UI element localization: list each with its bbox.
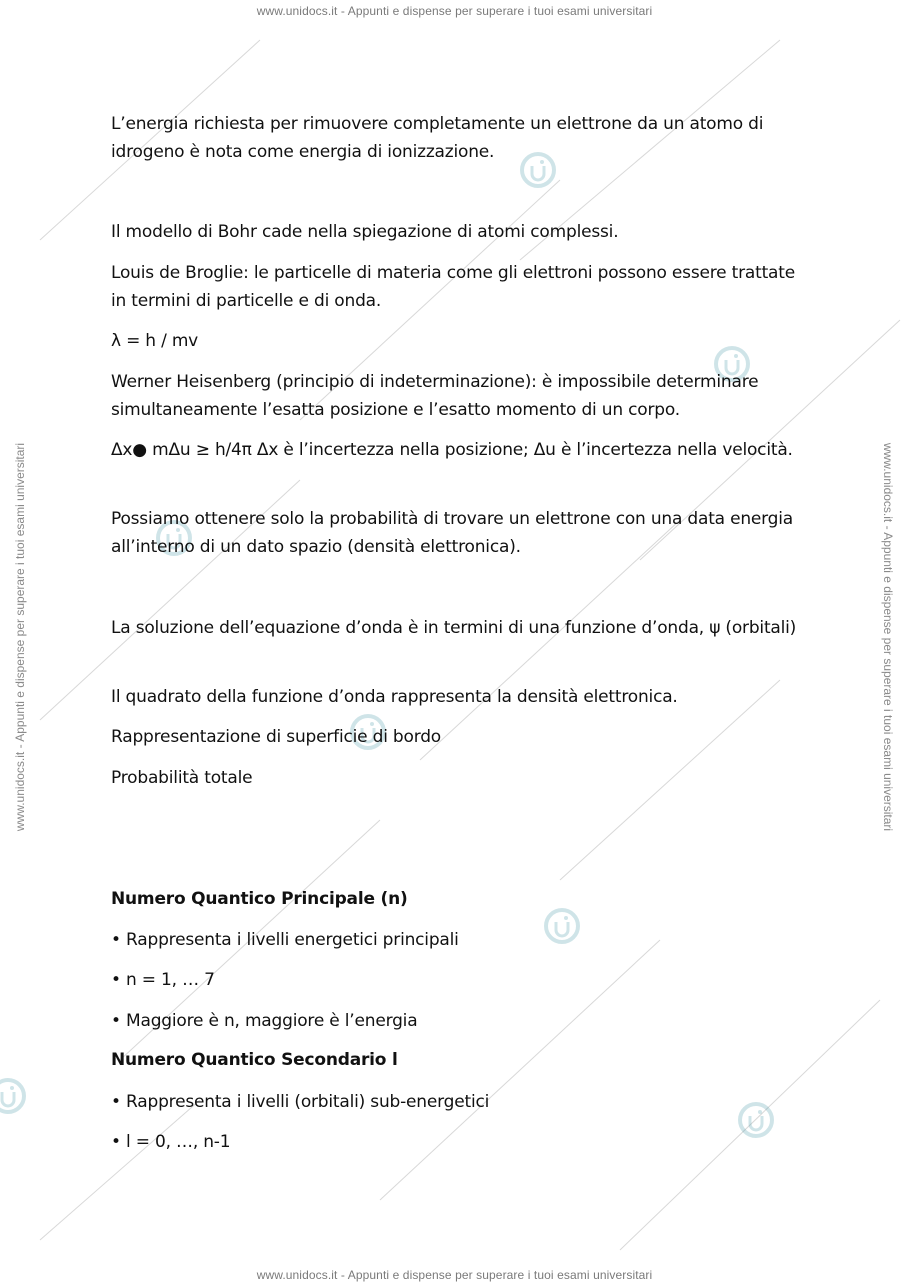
watermark-footer: www.unidocs.it - Appunti e dispense per superare i tuoi esami universitari [256, 1268, 653, 1282]
heading-principal-quantum-number: Numero Quantico Principale (n) [111, 889, 408, 909]
list-item: • Rappresenta i livelli energetici principali [111, 930, 459, 950]
paragraph-de-broglie: Louis de Broglie: le particelle di materia come gli elettroni possono essere trattate in termini di particelle e di onda. [111, 263, 795, 311]
watermark-side-right: www.unidocs.it - Appunti e dispense per superare i tuoi esami universitari [881, 442, 895, 832]
paragraph-ionization-energy: L’energia richiesta per rimuovere completamente un elettrone da un atomo di idrogeno è nota come energia di ionizzazione. [111, 114, 764, 162]
list-item: • Rappresenta i livelli (orbitali) sub-energetici [111, 1092, 490, 1112]
watermark-side-left: www.unidocs.it - Appunti e dispense per superare i tuoi esami universitari [13, 442, 27, 832]
list-item: • Maggiore è n, maggiore è l’energia [111, 1011, 418, 1031]
paragraph-total-probability: Probabilità totale [111, 768, 253, 788]
watermark-header: www.unidocs.it - Appunti e dispense per superare i tuoi esami universitari [256, 4, 653, 18]
paragraph-probability: Possiamo ottenere solo la probabilità di trovare un elettrone con una data energia all’interno di un dato spazio (densità elettronica). [111, 509, 794, 557]
paragraph-bohr-model: Il modello di Bohr cade nella spiegazione di atomi complessi. [111, 222, 619, 242]
paragraph-de-broglie-formula: λ = h / mv [111, 331, 199, 351]
paragraph-boundary-surface: Rappresentazione di superficie di bordo [111, 727, 441, 747]
paragraph-heisenberg: Werner Heisenberg (principio di indeterminazione): è impossibile determinare simultaneamente l’esatta posizione e l’esatto momento di un corpo. [111, 372, 759, 420]
watermark-logo-icon [0, 1076, 28, 1116]
list-item: • n = 1, … 7 [111, 970, 215, 990]
paragraph-uncertainty-formula: Δx● mΔu ≥ h/4π Δx è l’incertezza nella posizione; Δu è l’incertezza nella velocità. [111, 440, 793, 460]
paragraph-wave-function: La soluzione dell’equazione d’onda è in termini di una funzione d’onda, ψ (orbitali) [111, 618, 797, 638]
paragraph-electron-density: Il quadrato della funzione d’onda rappresenta la densità elettronica. [111, 687, 678, 707]
list-item: • l = 0, …, n-1 [111, 1132, 231, 1152]
heading-secondary-quantum-number: Numero Quantico Secondario l [111, 1050, 398, 1070]
